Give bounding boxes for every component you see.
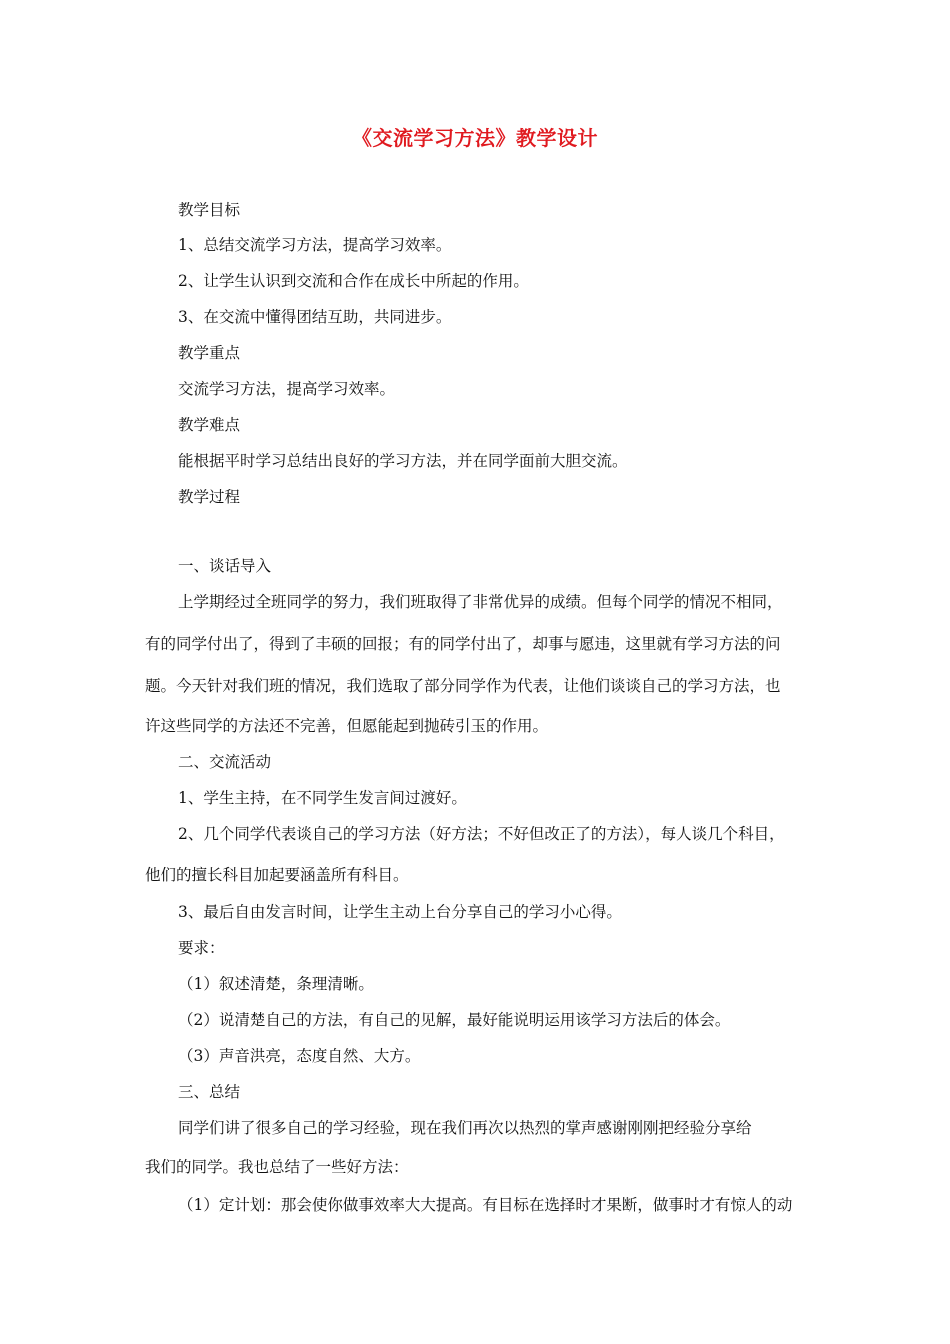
summary-line: 我们的同学。我也总结了一些好方法： xyxy=(145,1158,409,1176)
paragraph-line: 有的同学付出了，得到了丰硕的回报；有的同学付出了，却事与愿违，这里就有学习方法的问 xyxy=(145,635,781,653)
summary-line: 同学们讲了很多自己的学习经验，现在我们再次以热烈的掌声感谢刚刚把经验分享给 xyxy=(178,1119,752,1137)
activity-3: 3、最后自由发言时间，让学生主动上台分享自己的学习小心得。 xyxy=(178,903,622,921)
requirement-2: （2）说清楚自己的方法，有自己的见解，最好能说明运用该学习方法后的体会。 xyxy=(178,1011,731,1029)
paragraph-line: 许这些同学的方法还不完善，但愿能起到抛砖引玉的作用。 xyxy=(145,717,549,735)
heading-objectives: 教学目标 xyxy=(178,201,241,219)
section-2-heading: 二、交流活动 xyxy=(178,753,272,771)
difficulties-text: 能根据平时学习总结出良好的学习方法，并在同学面前大胆交流。 xyxy=(178,452,628,470)
heading-difficulties: 教学难点 xyxy=(178,416,241,434)
key-points-text: 交流学习方法，提高学习效率。 xyxy=(178,380,396,398)
activity-1: 1、学生主持，在不同学生发言间过渡好。 xyxy=(178,789,467,807)
document-title: 《交流学习方法》教学设计 xyxy=(352,126,598,150)
activity-2-continued: 他们的擅长科目加起要涵盖所有科目。 xyxy=(145,866,409,884)
paragraph-line: 题。今天针对我们班的情况，我们选取了部分同学作为代表，让他们谈谈自己的学习方法，也 xyxy=(145,677,781,695)
requirement-1: （1）叙述清楚，条理清晰。 xyxy=(178,975,374,993)
heading-key-points: 教学重点 xyxy=(178,344,241,362)
heading-process: 教学过程 xyxy=(178,488,241,506)
objective-1: 1、总结交流学习方法，提高学习效率。 xyxy=(178,236,452,254)
paragraph-line: 上学期经过全班同学的努力，我们班取得了非常优异的成绩。但每个同学的情况不相同， xyxy=(178,593,783,611)
objective-3: 3、在交流中懂得团结互助，共同进步。 xyxy=(178,308,452,326)
section-3-heading: 三、总结 xyxy=(178,1083,241,1101)
method-1: （1）定计划：那会使你做事效率大大提高。有目标在选择时才果断，做事时才有惊人的动 xyxy=(178,1196,793,1214)
requirements-heading: 要求： xyxy=(178,939,225,957)
objective-2: 2、让学生认识到交流和合作在成长中所起的作用。 xyxy=(178,272,529,290)
activity-2: 2、几个同学代表谈自己的学习方法（好方法；不好但改正了的方法），每人谈几个科目， xyxy=(178,825,785,843)
requirement-3: （3）声音洪亮，态度自然、大方。 xyxy=(178,1047,421,1065)
section-1-heading: 一、谈话导入 xyxy=(178,557,272,575)
